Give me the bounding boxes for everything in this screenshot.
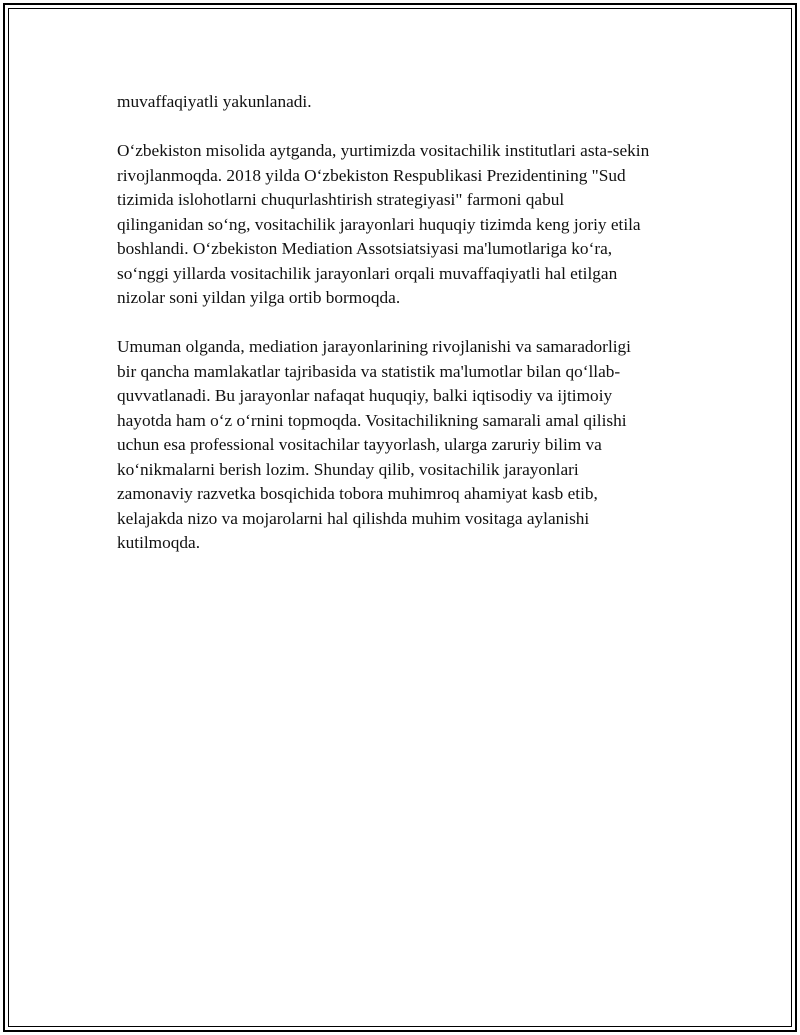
text-line: bir qancha mamlakatlar tajribasida va statistik ma'lumotlar bilan qo‘llab- <box>117 361 621 381</box>
text-line: qilinganidan so‘ng, vositachilik jarayonlari huquqiy tizimda keng joriy etila <box>117 214 641 234</box>
text-line: kelajakda nizo va mojarolarni hal qilishda muhim vositaga aylanishi <box>117 508 590 528</box>
document-body <box>117 90 697 580</box>
text-line: boshlandi. O‘zbekiston Mediation Assotsiatsiyasi ma'lumotlariga ko‘ra, <box>117 239 613 258</box>
paragraph-2 <box>117 139 697 311</box>
text-line: muvaffaqiyatli yakunlanadi. <box>117 92 312 111</box>
text-line: uchun esa professional vositachilar tayyorlash, ularga zaruriy bilim va <box>117 435 602 454</box>
paragraph-1 <box>117 90 697 115</box>
text-line: kutilmoqda. <box>117 533 201 552</box>
text-line: O‘zbekiston misolida aytganda, yurtimizda vositachilik institutlari asta-sekin <box>117 141 650 160</box>
text-line: rivojlanmoqda. 2018 yilda O‘zbekiston Respublikasi Prezidentining "Sud <box>117 165 626 185</box>
text-line: zamonaviy razvetka bosqichida tobora muhimroq ahamiyat kasb etib, <box>117 484 598 503</box>
paragraph-3 <box>117 335 697 556</box>
text-line: nizolar soni yildan yilga ortib bormoqda. <box>117 288 401 307</box>
text-line: Umuman olganda, mediation jarayonlarining rivojlanishi va samaradorligi <box>117 337 631 356</box>
text-line: so‘nggi yillarda vositachilik jarayonlari orqali muvaffaqiyatli hal etilgan <box>117 263 618 283</box>
text-line: quvvatlanadi. Bu jarayonlar nafaqat huquqiy, balki iqtisodiy va ijtimoiy <box>117 386 613 405</box>
text-line: hayotda ham o‘z o‘rnini topmoqda. Vositachilikning samarali amal qilishi <box>117 410 627 430</box>
text-line: tizimida islohotlarni chuqurlashtirish strategiyasi" farmoni qabul <box>117 190 565 209</box>
text-line: ko‘nikmalarni berish lozim. Shunday qilib, vositachilik jarayonlari <box>117 459 579 479</box>
